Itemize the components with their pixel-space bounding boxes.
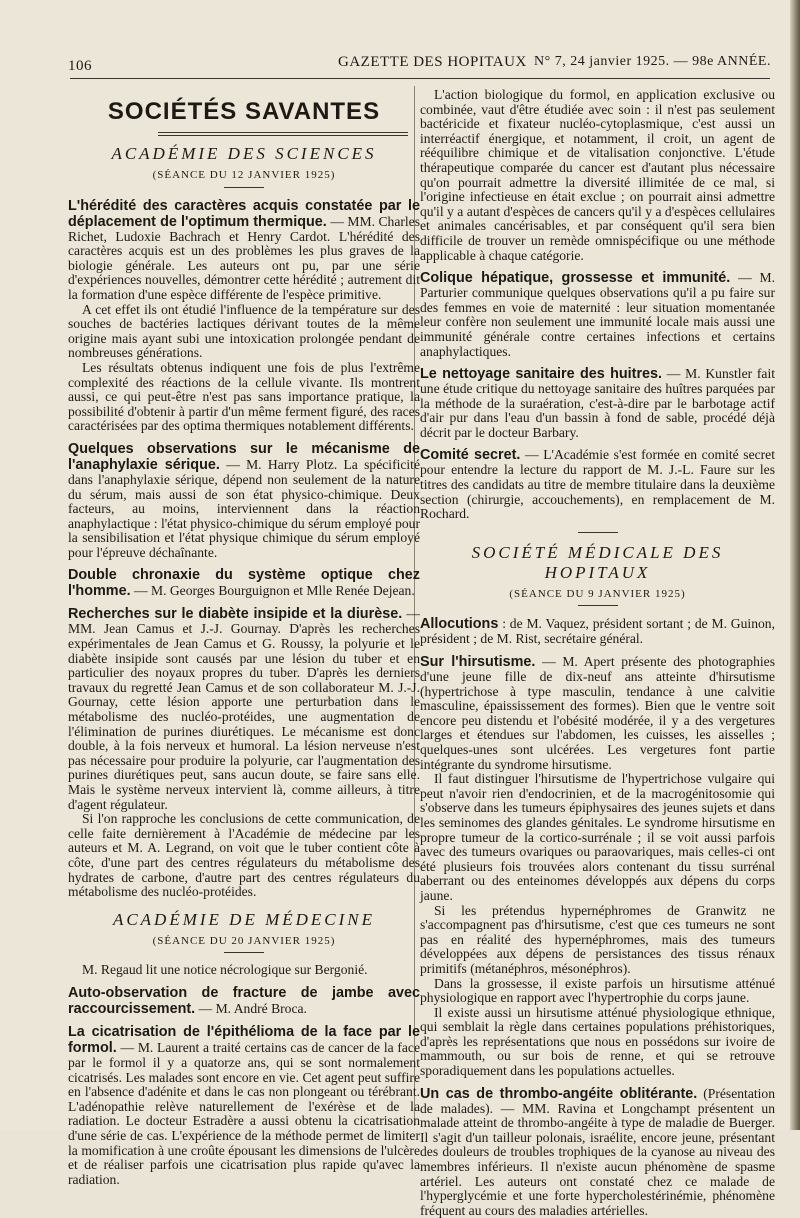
article-text: M. Regaud lit une notice nécrologique sur Bergonié. — [82, 962, 368, 978]
article-title: Comité secret. — [420, 447, 521, 464]
article-text: — M. Kunstler fait une étude critique du nettoyage sanitaire des huîtres parquées par la méthode de la suraération, c'est-à-dire par le barbotage actif d'air pur dans l'eau d'un bassin à fond de sable, procédé déjà décrit par le docteur Barbary. — [420, 366, 775, 440]
article-text: A cet effet ils ont étudié l'influence de la température sur des souches de bactéries lactiques dérivant toutes de la même origine mais ayant subi une intoxication prolongée pendant de nombreuses générations. — [68, 301, 420, 361]
article-text: : de M. Vaquez, président sortant ; de M. Guinon, président ; de M. Rist, secrétaire général. — [420, 616, 775, 647]
seance-date: (SÉANCE DU 9 JANVIER 1925) — [509, 587, 686, 600]
divider — [578, 532, 618, 533]
article-paragraph — [420, 977, 775, 1006]
article-paragraph — [420, 88, 775, 263]
article-paragraph — [68, 303, 420, 361]
article-paragraph — [68, 963, 420, 978]
article-text: — M. Parturier communique quelques observations qu'il a pu faire sur des femmes en voie de maternité : leur situation momentanée leur confère non seulement une immunité locale mais aussi une immunité générale contre certaines infections et certains anaphylactiques. — [420, 270, 775, 359]
article-paragraph — [68, 361, 420, 434]
article-text: — MM. Charles Richet, Ludoxie Bachrach et Henry Cardot. L'hérédité des caractères acquis est un des problèmes les plus graves de la biologie générale. Les auteurs ont pu, par une série d'expériences nouvelles, démontrer cette hérédité ; autrement dit la formation d'une espèce différente de l'espèce primitive. — [68, 213, 421, 302]
article-text: L'action biologique du formol, en application exclusive ou combinée, vaut d'être étudiée avec soin : il n'est pas seulement bactéricide et fixateur nucléo-cytoplasmique, c'est aussi un interréactif énergique, et notamment, il croit, un agent de rééquilibre chimique et de vitalisation conjonctive. L'étude thérapeutique comparée du cancer est d'autant plus nécessaire qu'on pourrait admettre la diversité illimitée de ce mal, si l'origine infectieuse en était exclue ; on pourrait ainsi admettre qu'il y a autant d'espèces de cancers qu'il y a d'espèces cellulaires et animales cancérisables, et par conséquent qu'il sera bien difficile de trouver un remède omnispécifique ou une méthode applicable à chaque catégorie. — [420, 87, 775, 263]
article-text: (Présentation de malades). — MM. Ravina et Longchampt présentent un malade atteint de thrombo-angéite à type de maladie de Buerger. Il s'agit d'un tailleur polonais, israélite, encore jeune, présentant des douleurs de troubles trophiques de la cyanose au niveau des membres inférieurs. Il n'existe aucun phénomène de spasme artériel. Les auteurs ont constaté chez ce malade de l'hyperglycémie et une forte hypercholestérinémie, phénomène fréquent au cours des maladies artérielles. — [420, 1085, 775, 1218]
article-text: — M. Harry Plotz. La spécificité dans l'anaphylaxie sérique, dépend non seulement de la nature du sérum, mais aussi de son état physico-chimique. Deux facteurs, au moins, interviennent dans la réaction anaphylactique : l'état physico-chimique du sérum employé pour la sensibilisation et l'état physique chimique du sérum employé pour l'épreuve déchaînante. — [68, 456, 420, 560]
article-text: — L'Académie s'est formée en comité secret pour entendre la lecture du rapport de M. J.-L. Faure sur les titres des candidats au titre de membre titulaire dans la deuxième section (chirurgie, accouchements), en remplacement de M. Rochard. — [420, 447, 775, 522]
seance-date: (SÉANCE DU 20 JANVIER 1925) — [152, 934, 336, 947]
article-title: Le nettoyage sanitaire des huitres. — [420, 366, 663, 383]
article-text: — MM. Jean Camus et J.-J. Gournay. D'après les recherches expérimentales de Jean Camus et G. Roussy, la polyurie et le diabète insipide sont causés par une lésion du tuber et en particulier des noyaux propres du tuber. D'après les derniers travaux du regretté Jean Camus et de son collaborateur M. J.-J. Gournay, cette lésion apporte une perturbation dans le métabolisme des nucléo-protéides, une augmentation de l'élimination de purines diurétiques. Le mécanisme est donc double, à la fois nerveux et humoral. La lésion nerveuse n'est pas nécessaire pour produire la polyurie, car l'augmentation des purines diurétiques peut, sans aucun doute, se faire sans elle. Mais le système nerveux intervient là, comme ailleurs, à titre d'agent régulateur. — [68, 606, 420, 812]
seance-date: (SÉANCE DU 12 JANVIER 1925) — [152, 169, 336, 181]
article-text: Il existe aussi un hirsutisme atténué physiologique ethnique, qui semblait la règle dans certaines populations préhistoriques, d'après les représentations que nous en possédons sur ivoire de mammouth, ou sur bois de renne, et qui se retrouve sporadiquement dans les populations actuelles. — [420, 1004, 775, 1079]
article-paragraph — [420, 772, 775, 903]
article-title: Allocutions — [420, 616, 499, 633]
issue-info: N° 7, 24 janvier 1925. — 98e ANNÉE. — [534, 54, 771, 69]
article-title: L'hérédité des caractères acquis constatée par le déplacement de l'optimum thermique. — [68, 197, 420, 230]
divider — [224, 952, 264, 953]
page-header — [68, 50, 783, 74]
journal-title: GAZETTE DES HOPITAUX — [338, 54, 527, 70]
article-paragraph — [420, 904, 775, 977]
article-title: Quelques observations sur le mécanisme de l'anaphylaxie sérique. — [68, 440, 420, 473]
left-column — [68, 84, 420, 1187]
main-title: SOCIÉTÉS SAVANTES — [107, 98, 381, 125]
article-text: — M. Laurent a traité certains cas de cancer de la face par le formol il y a quatorze ans, qui se sont normalement cicatrisés. Les malades sont encore en vie. Cet agent peut suffire en l'absence d'adénite et dans le cas non plongeant ou térébrant. L'adénopathie relève naturellement de l'exérèse et de la radiation. Le docteur Estradère a aussi obtenu la cicatrisation d'une série de cas. L'expérience de la méthode permet de limiter la momification à une croûte épousant les dimensions de l'ulcère et de réaliser parfois une cicatrisation plus rapide qu'avec la radiation. — [68, 1039, 420, 1187]
article-text: — M. Apert présente des photographies d'une jeune fille de dix-neuf ans atteinte d'hirsutisme (hypertrichose à type masculin, tendance à une calvitie masculine, épaississement des formes). Bien que le ventre soit encore peu distendu et l'obésité modérée, il y a des vergetures larges et étendues sur l'abdomen, les cuisses, les aisselles ; quelques-unes sont ulcérées. Les vergetures font partie intégrante du syndrome hirsutisme. — [420, 654, 775, 772]
article-text: Les résultats obtenus indiquent une fois de plus l'extrême complexité des réactions de la cellule vivante. Ils montrent aussi, ce qui peut-être n'est pas sans importance pratique, la possibilité d'obtenir à partir d'un même ferment figuré, des races caractérisées par des optima thermiques notablement différents. — [68, 359, 420, 434]
article-paragraph — [68, 812, 420, 900]
page-spine-shadow — [790, 0, 800, 1130]
divider — [224, 187, 264, 188]
section-heading: ACADÉMIE DES SCIENCES — [111, 144, 377, 163]
header-rule — [70, 78, 770, 79]
article-text: — M. André Broca. — [195, 1000, 307, 1016]
article-title: Sur l'hirsutisme. — [420, 654, 536, 671]
article-title: Colique hépatique, grossesse et immunité. — [420, 270, 731, 287]
article-title: Un cas de thrombo-angéite oblitérante. — [420, 1085, 698, 1102]
section-body — [68, 198, 420, 900]
article-title: La cicatrisation de l'épithélioma de la face par le formol. — [68, 1023, 420, 1056]
article-title: Double chronaxie du système optique chez l'homme. — [68, 567, 420, 600]
section-heading: SOCIÉTÉ MÉDICALE DES HOPITAUX — [471, 542, 724, 582]
article-text: Si l'on rapproche les conclusions de cette communication, de celle faite dernièrement à l'Académie de médecine par les auteurs et M. A. Legrand, on voit que le tuber contient côte à côte, d'une part des centres régulateurs du métabolisme des hydrates de carbone, d'autre part des centres régulateurs du métabolisme des nucléo-protéides. — [68, 811, 420, 900]
article-text: Il faut distinguer l'hirsutisme de l'hypertrichose vulgaire qui peut n'avoir rien d'endocrinien, et de la macrogénitosomie qui s'observe dans les tumeurs épiphysaires des jeunes sujets et dans les seminomes des glandes génitales. Le syndrome hirsutisme en propre tumeur de la cortico-surrénale ; il se voit aussi parfois avec des tumeurs ovariques ou paraovariques, mais celles-ci ont été plusieurs fois trouvées alors contenant du tissu surrénal aberrant ou des enteinomes développés aux dépens du corps jaune. — [420, 771, 775, 903]
article-text: Si les prétendus hypernéphromes de Granwitz ne s'accompagnent pas d'hirsutisme, c'est que ces tumeurs ne sont pas en réalité des hypernéphromes, mais des tumeurs développées aux dépens de persistances des tissus rénaux primitifs (métanéphros, mésonéphros). — [420, 902, 775, 976]
section-heading: ACADÉMIE DE MÉDECINE — [112, 909, 376, 929]
divider — [578, 605, 618, 606]
title-rule — [158, 132, 408, 136]
article-paragraph — [420, 1006, 775, 1079]
section-body — [68, 963, 420, 1187]
article-text: Dans la grossesse, il existe parfois un hirsutisme atténué physiologique en rapport avec l'hypertrophie du corps jaune. — [420, 975, 775, 1006]
article-title: Auto-observation de fracture de jambe avec raccourcissement. — [68, 984, 420, 1017]
right-column — [420, 88, 775, 1218]
page-number: 106 — [68, 58, 92, 74]
article-text: — M. Georges Bourguignon et Mlle Renée Dejean. — [130, 583, 415, 599]
article-title: Recherches sur le diabète insipide et la diurèse. — [68, 606, 403, 623]
